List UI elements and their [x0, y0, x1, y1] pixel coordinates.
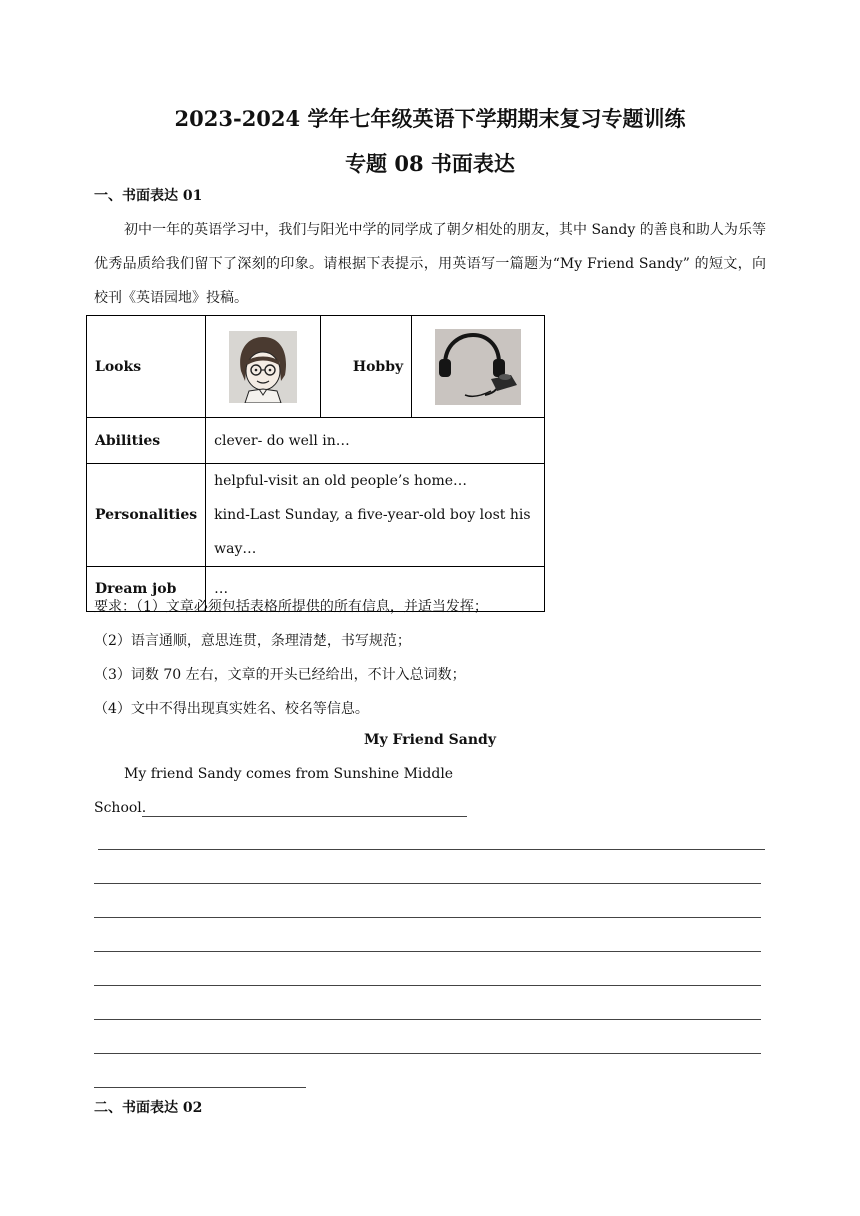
table-row-looks: [87, 316, 545, 418]
requirement-1: 要求：（1）文章必须包括表格所提供的所有信息，并适当发挥；: [94, 599, 488, 615]
requirement-2: （2）语言通顺，意思连贯，条理清楚，书写规范；: [94, 633, 411, 649]
headphones-icon: [435, 329, 521, 405]
answer-line: [94, 917, 761, 918]
requirement-3: （3）词数 70 左右，文章的开头已经给出，不计入总词数；: [94, 667, 466, 683]
abilities-label: Abilities: [87, 418, 206, 464]
answer-line: [94, 883, 761, 884]
personalities-line-2: kind-Last Sunday, a five-year-old boy lost his way…: [214, 507, 531, 557]
section-heading-1: 一、书面表达 01: [94, 188, 203, 204]
dream-job-label: Dream job: [87, 567, 206, 612]
table-row-personalities: [87, 464, 545, 567]
personalities-line-1: helpful-visit an old people’s home…: [214, 473, 468, 489]
document-title: 2023-2024 学年七年级英语下学期期末复习专题训练: [174, 106, 686, 131]
hobby-picture-cell: [412, 316, 545, 418]
section-heading-2: 二、书面表达 02: [94, 1100, 203, 1116]
answer-line: [94, 951, 761, 952]
essay-opening-line-1: My friend Sandy comes from Sunshine Middle: [124, 766, 454, 782]
answer-line: [94, 1019, 761, 1020]
looks-picture-cell: [206, 316, 321, 418]
personalities-value: [206, 464, 545, 567]
answer-line: [94, 1087, 306, 1088]
essay-opening-line-2: School.: [94, 800, 147, 816]
answer-line: [94, 985, 761, 986]
requirement-4: （4）文中不得出现真实姓名、校名等信息。: [94, 701, 369, 717]
looks-label: Looks: [87, 316, 206, 418]
girl-portrait-icon: [229, 331, 297, 403]
table-row-abilities: [87, 418, 545, 464]
answer-line: [94, 1053, 761, 1054]
personalities-label: Personalities: [87, 464, 206, 567]
document-subtitle: 专题 08 书面表达: [345, 151, 515, 176]
answer-line: [142, 816, 467, 817]
essay-title: My Friend Sandy: [364, 732, 496, 748]
task-prompt-text: 初中一年的英语学习中，我们与阳光中学的同学成了朝夕相处的朋友，其中 Sandy 的善良和助人为乐等优秀品质给我们留下了深刻的印象。请根据下表提示，用英语写一篇题为“My Friend Sandy” 的短文，向校刊《英语园地》投稿。: [94, 222, 766, 306]
info-table: [86, 315, 545, 612]
hobby-label: Hobby: [321, 316, 412, 418]
dream-job-value: …: [206, 567, 545, 612]
abilities-value: clever- do well in…: [206, 418, 545, 464]
task-prompt: [94, 213, 766, 315]
answer-line: [98, 849, 765, 850]
